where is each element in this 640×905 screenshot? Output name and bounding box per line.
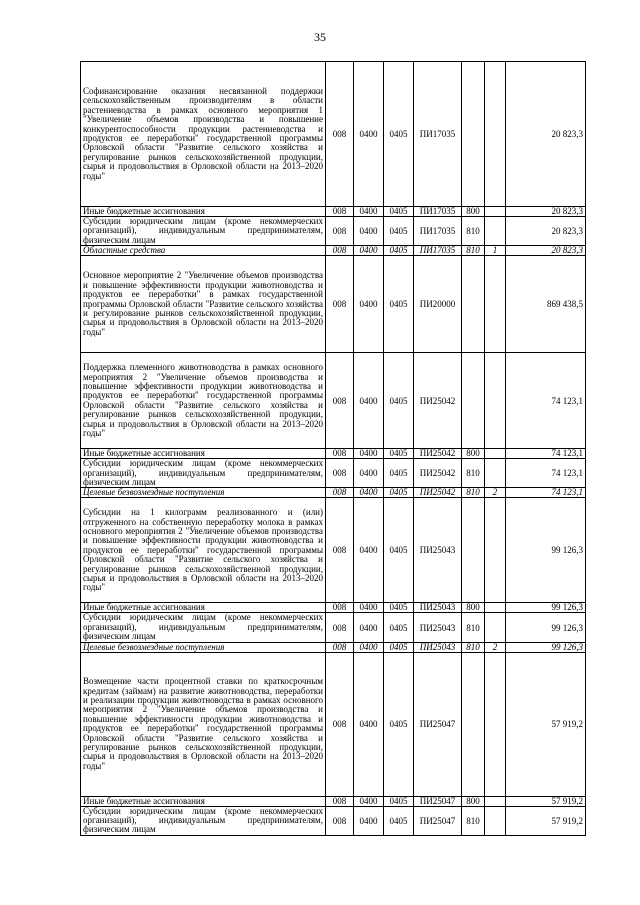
row-description: Иные бюджетные ассигнования <box>81 207 326 217</box>
subsection-code: 0405 <box>384 796 414 806</box>
table-row <box>81 256 586 353</box>
amount: 74 123,1 <box>506 449 586 459</box>
ministry-code: 008 <box>326 246 354 256</box>
ministry-code: 008 <box>326 459 354 488</box>
funding-source-code <box>485 207 506 217</box>
subsection-code: 0405 <box>384 652 414 796</box>
ministry-code: 008 <box>326 603 354 613</box>
subsection-code: 0405 <box>384 613 414 642</box>
ministry-code: 008 <box>326 256 354 353</box>
subsection-code: 0405 <box>384 603 414 613</box>
amount: 74 123,1 <box>506 459 586 488</box>
ministry-code: 008 <box>326 217 354 246</box>
target-article-code: ПИ17035 <box>414 62 462 207</box>
target-article-code: ПИ25042 <box>414 488 462 498</box>
subsection-code: 0405 <box>384 806 414 835</box>
expense-type-code <box>462 256 485 353</box>
subsection-code: 0405 <box>384 488 414 498</box>
table-row <box>81 642 586 652</box>
section-code: 0400 <box>354 642 384 652</box>
ministry-code: 008 <box>326 613 354 642</box>
row-description: Субсидии юридическим лицам (кроме некоммерческих организаций), индивидуальным предпринимателям, физическим лицам <box>81 613 326 642</box>
section-code: 0400 <box>354 449 384 459</box>
row-description: Иные бюджетные ассигнования <box>81 796 326 806</box>
subsection-code: 0405 <box>384 62 414 207</box>
expense-type-code: 800 <box>462 207 485 217</box>
budget-table-body <box>81 62 586 836</box>
subsection-code: 0405 <box>384 498 414 603</box>
row-description: Возмещение части процентной ставки по краткосрочным кредитам (займам) на развитие животноводства, переработки и реализации продукции животноводства в рамках основного мероприятия 2 "Увеличение объемов производства и повышение эффективности продукции животноводства и продуктов ее переработки" государственной программы Орловской области "Развитие сельского хозяйства и регулирование рынков сельскохозяйственной продукции, сырья и продовольствия в Орловской области на 2013–2020 годы" <box>81 652 326 796</box>
funding-source-code <box>485 498 506 603</box>
subsection-code: 0405 <box>384 246 414 256</box>
expense-type-code: 800 <box>462 796 485 806</box>
row-description: Иные бюджетные ассигнования <box>81 449 326 459</box>
page-number: 35 <box>314 30 326 44</box>
amount: 99 126,3 <box>506 613 586 642</box>
subsection-code: 0405 <box>384 353 414 449</box>
section-code: 0400 <box>354 459 384 488</box>
target-article-code: ПИ25047 <box>414 806 462 835</box>
expense-type-code: 800 <box>462 603 485 613</box>
ministry-code: 008 <box>326 488 354 498</box>
expense-type-code: 810 <box>462 246 485 256</box>
ministry-code: 008 <box>326 498 354 603</box>
funding-source-code <box>485 256 506 353</box>
funding-source-code: 1 <box>485 246 506 256</box>
table-row <box>81 603 586 613</box>
target-article-code: ПИ20000 <box>414 256 462 353</box>
funding-source-code <box>485 449 506 459</box>
section-code: 0400 <box>354 256 384 353</box>
target-article-code: ПИ25043 <box>414 613 462 642</box>
row-description: Областные средства <box>81 246 326 256</box>
table-row <box>81 207 586 217</box>
amount: 57 919,2 <box>506 796 586 806</box>
target-article-code: ПИ25043 <box>414 498 462 603</box>
row-description: Субсидии на 1 килограмм реализованного и (или) отгруженного на собственную переработку молока в рамках основного мероприятия 2 "Увеличение объемов производства и повышение эффективности продукции животноводства и продуктов ее переработки" государственной программы Орловской области "Развитие сельского хозяйства и регулирование рынков сельскохозяйственной продукции, сырья и продовольствия в Орловской области на 2013–2020 годы" <box>81 498 326 603</box>
amount: 869 438,5 <box>506 256 586 353</box>
funding-source-code <box>485 613 506 642</box>
section-code: 0400 <box>354 353 384 449</box>
target-article-code: ПИ17035 <box>414 217 462 246</box>
amount: 74 123,1 <box>506 488 586 498</box>
table-row <box>81 652 586 796</box>
budget-table <box>80 61 586 836</box>
subsection-code: 0405 <box>384 256 414 353</box>
row-description: Субсидии юридическим лицам (кроме некоммерческих организаций), индивидуальным предпринимателям, физическим лицам <box>81 459 326 488</box>
funding-source-code: 2 <box>485 488 506 498</box>
amount: 99 126,3 <box>506 603 586 613</box>
table-row <box>81 806 586 835</box>
section-code: 0400 <box>354 652 384 796</box>
funding-source-code <box>485 652 506 796</box>
amount: 57 919,2 <box>506 652 586 796</box>
table-row <box>81 62 586 207</box>
section-code: 0400 <box>354 488 384 498</box>
section-code: 0400 <box>354 217 384 246</box>
row-description: Целевые безвозмездные поступления <box>81 642 326 652</box>
section-code: 0400 <box>354 246 384 256</box>
target-article-code: ПИ25047 <box>414 652 462 796</box>
target-article-code: ПИ17035 <box>414 207 462 217</box>
ministry-code: 008 <box>326 207 354 217</box>
ministry-code: 008 <box>326 642 354 652</box>
expense-type-code: 810 <box>462 459 485 488</box>
target-article-code: ПИ25042 <box>414 449 462 459</box>
expense-type-code <box>462 62 485 207</box>
table-row <box>81 246 586 256</box>
funding-source-code <box>485 353 506 449</box>
amount: 20 823,3 <box>506 246 586 256</box>
amount: 20 823,3 <box>506 62 586 207</box>
section-code: 0400 <box>354 613 384 642</box>
funding-source-code <box>485 62 506 207</box>
subsection-code: 0405 <box>384 642 414 652</box>
target-article-code: ПИ25042 <box>414 459 462 488</box>
subsection-code: 0405 <box>384 459 414 488</box>
subsection-code: 0405 <box>384 217 414 246</box>
funding-source-code <box>485 217 506 246</box>
ministry-code: 008 <box>326 353 354 449</box>
ministry-code: 008 <box>326 449 354 459</box>
amount: 99 126,3 <box>506 642 586 652</box>
table-row <box>81 488 586 498</box>
row-description: Поддержка племенного животноводства в рамках основного мероприятия 2 "Увеличение объемов производства и повышение эффективности продукции животноводства и продуктов ее переработки" государственной программы Орловской области "Развитие сельского хозяйства и регулирование рынков сельскохозяйственной продукции, сырья и продовольствия в Орловской области на 2013–2020 годы" <box>81 353 326 449</box>
section-code: 0400 <box>354 796 384 806</box>
table-row <box>81 449 586 459</box>
target-article-code: ПИ25043 <box>414 642 462 652</box>
table-row <box>81 498 586 603</box>
target-article-code: ПИ25042 <box>414 353 462 449</box>
expense-type-code: 810 <box>462 806 485 835</box>
ministry-code: 008 <box>326 62 354 207</box>
amount: 74 123,1 <box>506 353 586 449</box>
table-row <box>81 353 586 449</box>
funding-source-code: 2 <box>485 642 506 652</box>
table-row <box>81 217 586 246</box>
expense-type-code: 810 <box>462 217 485 246</box>
section-code: 0400 <box>354 207 384 217</box>
ministry-code: 008 <box>326 806 354 835</box>
target-article-code: ПИ17035 <box>414 246 462 256</box>
section-code: 0400 <box>354 603 384 613</box>
row-description: Софинансирование оказания несвязанной поддержки сельскохозяйственным производителям в области растениеводства в рамках основного мероприятия 1 "Увеличение объемов производства и повышение конкурентоспособности продукции растениеводства и продуктов ее переработки" государственной программы Орловской области "Развитие сельского хозяйства и регулирование рынков сельскохозяйственной продукции, сырья и продовольствия в Орловской области на 2013–2020 годы" <box>81 62 326 207</box>
amount: 20 823,3 <box>506 217 586 246</box>
expense-type-code: 810 <box>462 642 485 652</box>
row-description: Субсидии юридическим лицам (кроме некоммерческих организаций), индивидуальным предпринимателям, физическим лицам <box>81 217 326 246</box>
ministry-code: 008 <box>326 652 354 796</box>
row-description: Целевые безвозмездные поступления <box>81 488 326 498</box>
funding-source-code <box>485 806 506 835</box>
expense-type-code <box>462 353 485 449</box>
amount: 57 919,2 <box>506 806 586 835</box>
table-row <box>81 796 586 806</box>
target-article-code: ПИ25043 <box>414 603 462 613</box>
expense-type-code <box>462 498 485 603</box>
target-article-code: ПИ25047 <box>414 796 462 806</box>
funding-source-code <box>485 796 506 806</box>
row-description: Основное мероприятие 2 "Увеличение объемов производства и повышение эффективности продукции животноводства и продуктов ее переработки" в рамках государственной программы Орловской области "Развитие сельского хозяйства и регулирование рынков сельскохозяйственной продукции, сырья и продовольствия в Орловской области на 2013–2020 годы" <box>81 256 326 353</box>
table-row <box>81 613 586 642</box>
ministry-code: 008 <box>326 796 354 806</box>
subsection-code: 0405 <box>384 207 414 217</box>
section-code: 0400 <box>354 806 384 835</box>
funding-source-code <box>485 459 506 488</box>
amount: 20 823,3 <box>506 207 586 217</box>
subsection-code: 0405 <box>384 449 414 459</box>
row-description: Субсидии юридическим лицам (кроме некоммерческих организаций), индивидуальным предпринимателям, физическим лицам <box>81 806 326 835</box>
row-description: Иные бюджетные ассигнования <box>81 603 326 613</box>
section-code: 0400 <box>354 498 384 603</box>
section-code: 0400 <box>354 62 384 207</box>
funding-source-code <box>485 603 506 613</box>
table-row <box>81 459 586 488</box>
expense-type-code: 800 <box>462 449 485 459</box>
expense-type-code: 810 <box>462 613 485 642</box>
expense-type-code <box>462 652 485 796</box>
amount: 99 126,3 <box>506 498 586 603</box>
expense-type-code: 810 <box>462 488 485 498</box>
